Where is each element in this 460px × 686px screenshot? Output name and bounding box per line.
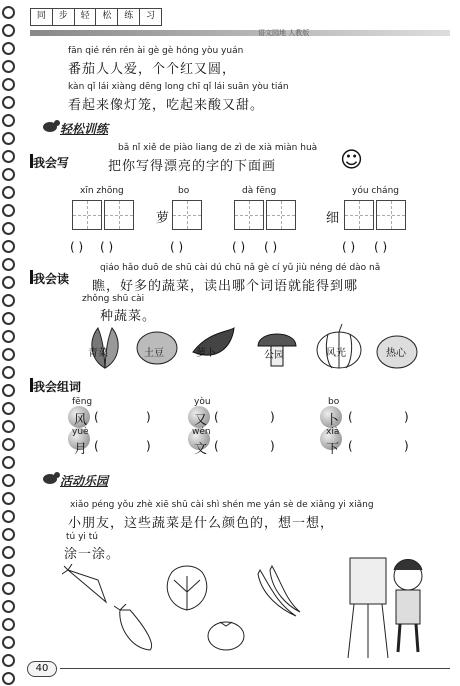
writing-grid-6[interactable] [344, 200, 374, 230]
spiral-ring [2, 672, 15, 685]
group2-bottom-pinyin: wén [192, 427, 211, 437]
spiral-ring [2, 492, 15, 505]
group3-top-pinyin: bo [328, 397, 340, 407]
header-title-char: 步 [53, 9, 75, 25]
group3-bottom-pinyin: xià [326, 427, 340, 437]
group3-bottom-paren-left[interactable]: ( [348, 439, 353, 453]
group2-top-char: 又 [194, 413, 209, 428]
spiral-ring [2, 546, 15, 559]
group2-bottom-paren-right[interactable]: ) [270, 439, 275, 453]
header-title-char: 习 [146, 11, 156, 21]
boy-painting-illustration [346, 548, 430, 660]
spiral-ring [2, 384, 15, 397]
poem-line1-text: 番茄人人爱，个个红又圆， [68, 62, 237, 77]
group3-bottom-paren-right[interactable]: ) [404, 439, 409, 453]
writing-grid-7[interactable] [376, 200, 406, 230]
spiral-ring [2, 420, 15, 433]
veg-label-1: 青菜 [88, 348, 108, 359]
writing-grid-3[interactable] [172, 200, 202, 230]
spiral-ring [2, 528, 15, 541]
spiral-ring [2, 24, 15, 37]
spiral-ring [2, 204, 15, 217]
group2-top-pinyin: yòu [194, 397, 211, 407]
word2-pinyin: bo [178, 186, 190, 196]
activity-pinyin-1: xiǎo péng yǒu zhè xiē shū cài shì shén me yán sè de xiǎng yi xiǎng [70, 500, 374, 510]
pencil-icon [42, 470, 62, 486]
group3-top-paren-right[interactable]: ) [404, 410, 409, 424]
spiral-ring [2, 510, 15, 523]
spiral-ring [2, 636, 15, 649]
spiral-ring [2, 312, 15, 325]
group2-top-paren-right[interactable]: ) [270, 410, 275, 424]
group1-bottom-paren-right[interactable]: ) [146, 439, 151, 453]
combine-label: 我会组词 [33, 380, 82, 394]
mark-paren-4[interactable]: ( ) [232, 240, 246, 254]
mark-paren-3[interactable]: ( ) [170, 240, 184, 254]
spiral-ring [2, 438, 15, 451]
mark-paren-2[interactable]: ( ) [100, 240, 114, 254]
spiral-ring [2, 6, 15, 19]
spiral-ring [2, 348, 15, 361]
word2-fixed-char: 萝 [156, 211, 171, 226]
read-pinyin-1: qiáo hǎo duō de shū cài dú chū nǎ gè cí yǔ jiù néng dé dào nǎ [100, 263, 381, 273]
header-title-char: 轻 [75, 9, 97, 25]
mark-paren-5[interactable]: ( ) [264, 240, 278, 254]
activity-text-1: 小朋友，这些蔬菜是什么颜色的，想一想， [68, 516, 335, 531]
spiral-ring [2, 114, 15, 127]
tomato-drawing-icon [206, 614, 246, 652]
eggplant-drawing-icon [112, 604, 158, 654]
read-text-1: 瞧，好多的蔬菜，读出哪个词语就能得到哪 [92, 279, 359, 294]
spiral-ring [2, 132, 15, 145]
writing-grid-1[interactable] [72, 200, 102, 230]
spiral-ring [2, 294, 15, 307]
spiral-ring [2, 654, 15, 667]
spiral-ring [2, 618, 15, 631]
word4-pinyin: yóu cháng [352, 186, 399, 196]
read-pinyin-2: zhǒng shū cài [82, 294, 145, 304]
spiral-ring [2, 240, 15, 253]
spiral-ring [2, 42, 15, 55]
word1-pinyin: xīn zhōng [80, 186, 124, 196]
peapod-drawing-icon [252, 560, 304, 620]
read-label: 我会读 [33, 272, 70, 286]
spiral-ring [2, 186, 15, 199]
group1-top-char: 风 [74, 413, 89, 428]
header-title-char: 松 [96, 9, 118, 25]
page-number: 40 [27, 661, 57, 677]
smiley-icon: ☺ [340, 148, 363, 173]
spiral-ring [2, 168, 15, 181]
spiral-ring [2, 456, 15, 469]
header-subtitle: 语文园地 人教版 [258, 29, 310, 37]
group2-bottom-paren-left[interactable]: ( [214, 439, 219, 453]
spiral-ring [2, 276, 15, 289]
header-title-box [30, 8, 162, 26]
group3-top-char: 卜 [326, 413, 341, 428]
writing-grid-2[interactable] [104, 200, 134, 230]
group3-bottom-char: 下 [326, 442, 341, 457]
read-text-2: 种蔬菜。 [100, 309, 157, 324]
write-instruction-text: 把你写得漂亮的字的下面画 [108, 159, 277, 174]
group2-bottom-char: 文 [194, 442, 209, 457]
word4-fixed-char: 细 [326, 211, 341, 226]
footer-rule [60, 668, 450, 669]
writing-grid-4[interactable] [234, 200, 264, 230]
spiral-ring [2, 150, 15, 163]
header-title-char: 练 [118, 9, 140, 25]
spiral-ring [2, 474, 15, 487]
pencil-icon [42, 118, 62, 134]
header-title-char: 同 [31, 9, 53, 25]
poem-line2-text: 看起来像灯笼，吃起来酸又甜。 [68, 98, 265, 113]
write-instruction-pinyin: bǎ nǐ xiě de piào liang de zì de xià miàn huà [118, 143, 318, 153]
group2-top-paren-left[interactable]: ( [214, 410, 219, 424]
spiral-ring [2, 564, 15, 577]
group1-bottom-paren-left[interactable]: ( [94, 439, 99, 453]
spiral-ring [2, 222, 15, 235]
spiral-ring [2, 366, 15, 379]
activity-pinyin-2: tú yi tú [66, 532, 99, 542]
spiral-ring [2, 600, 15, 613]
veg-label-5: 风光 [326, 348, 346, 359]
write-label: 我会写 [33, 156, 70, 170]
veg-label-6: 热心 [386, 348, 406, 359]
group1-top-paren-right[interactable]: ) [146, 410, 151, 424]
poem-line1-pinyin: fān qié rén rén ài gè gè hóng yòu yuán [68, 46, 244, 56]
spiral-ring [2, 60, 15, 73]
spiral-ring [2, 78, 15, 91]
group1-top-pinyin: fēng [72, 397, 93, 407]
section-title-practice: 轻松训练 [60, 122, 109, 136]
activity-text-2: 涂一涂。 [64, 547, 121, 562]
carrot-drawing-icon [62, 564, 112, 608]
spiral-ring [2, 330, 15, 343]
spiral-ring [2, 402, 15, 415]
spiral-ring [2, 582, 15, 595]
poem-line2-pinyin: kàn qǐ lái xiàng dēng long chī qǐ lái suān yòu tián [68, 82, 289, 92]
veg-label-4: 公园 [264, 350, 284, 361]
group1-bottom-pinyin: yuè [72, 427, 89, 437]
group1-top-paren-left[interactable]: ( [94, 410, 99, 424]
spiral-ring [2, 258, 15, 271]
veg-label-2: 土豆 [144, 348, 164, 359]
spiral-ring [2, 96, 15, 109]
veg-label-3: 萝卜 [196, 348, 216, 359]
section-title-activity: 活动乐园 [60, 474, 109, 488]
spiral-binding [2, 0, 16, 686]
mark-paren-7[interactable]: ( ) [374, 240, 388, 254]
word3-pinyin: dà fēng [242, 186, 277, 196]
group3-top-paren-left[interactable]: ( [348, 410, 353, 424]
cabbage-drawing-icon [160, 562, 214, 612]
mark-paren-6[interactable]: ( ) [342, 240, 356, 254]
header-bar [30, 30, 450, 36]
writing-grid-5[interactable] [266, 200, 296, 230]
group1-bottom-char: 月 [74, 442, 89, 457]
mark-paren-1[interactable]: ( ) [70, 240, 84, 254]
